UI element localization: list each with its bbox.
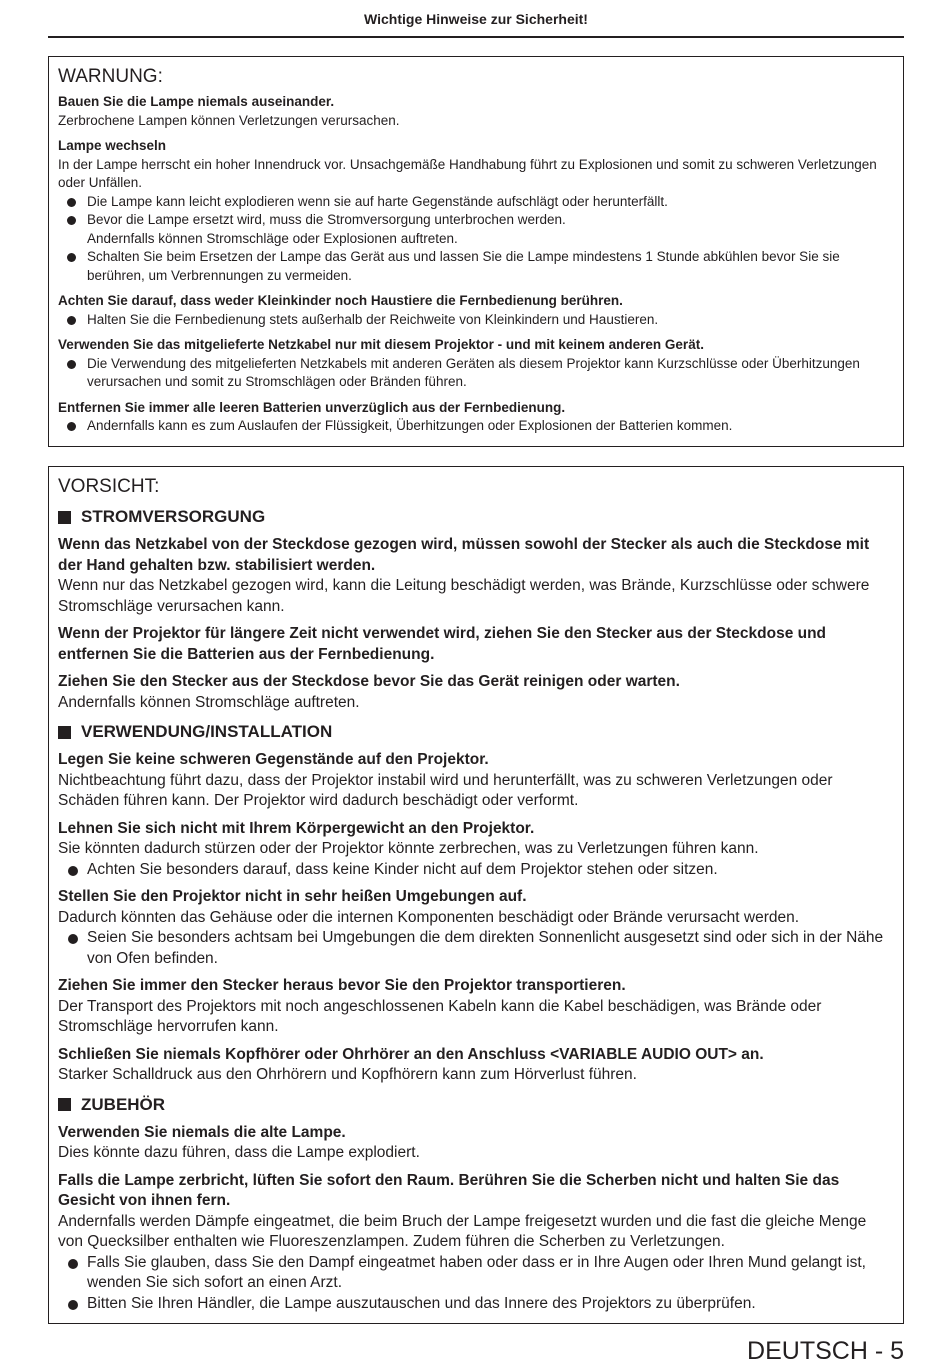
- caution-block: [58, 624, 891, 665]
- caution-text: Dadurch könnten das Gehäuse oder die internen Komponenten beschädigt oder Brände verursacht werden.: [58, 908, 800, 926]
- caution-block: [58, 976, 891, 1038]
- bullet-item: [58, 1253, 891, 1294]
- bullet-dot-icon: [68, 934, 78, 944]
- warning-block: [58, 93, 891, 130]
- caution-text: Der Transport des Projektors mit noch angeschlossenen Kabeln kann die Kabel beschädigen, was Brände oder Stromschläge hervorrufen kann.: [58, 997, 822, 1035]
- bullet-text: Bevor die Lampe ersetzt wird, muss die Stromversorgung unterbrochen werden.: [87, 212, 566, 227]
- caution-block: [58, 1171, 891, 1315]
- caution-heading: Verwenden Sie niemals die alte Lampe.: [58, 1123, 346, 1141]
- caution-text: Andernfalls werden Dämpfe eingeatmet, die beim Bruch der Lampe freigesetzt wurden und die fast die gleiche Menge von Quecksilber enthalten wie Fluoreszenzlampen. Zudem führen die Scherben zu Verletzungen.: [58, 1212, 867, 1250]
- caution-heading: Lehnen Sie sich nicht mit Ihrem Körpergewicht an den Projektor.: [58, 819, 535, 837]
- bullet-dot-icon: [67, 198, 76, 207]
- bullet-text: Halten Sie die Fernbedienung stets außerhalb der Reichweite von Kleinkindern und Haustieren.: [87, 311, 659, 327]
- warning-block: [58, 137, 891, 285]
- caution-heading: Ziehen Sie den Stecker aus der Steckdose bevor Sie das Gerät reinigen oder warten.: [58, 673, 680, 690]
- bullet-text: Bitten Sie Ihren Händler, die Lampe auszutauschen und das Innere des Projektors zu überprüfen.: [87, 1294, 756, 1312]
- square-bullet-icon: [58, 511, 71, 524]
- caution-block: [58, 750, 891, 812]
- caution-text: Dies könnte dazu führen, dass die Lampe explodiert.: [58, 1144, 420, 1161]
- caution-text: Wenn nur das Netzkabel gezogen wird, kann die Leitung beschädigt werden, was Brände, Kurzschlüsse oder schwere Stromschläge verursachen kann.: [58, 577, 870, 615]
- caution-block: [58, 887, 891, 969]
- caution-text: Sie könnten dadurch stürzen oder der Projektor könnte zerbrechen, was zu Verletzungen führen kann.: [58, 840, 759, 857]
- bullet-dot-icon: [68, 866, 78, 876]
- bullet-item: [58, 860, 891, 881]
- bullet-continuation: [58, 230, 891, 249]
- bullet-dot-icon: [67, 216, 76, 225]
- page-number-label: DEUTSCH - 5: [747, 1337, 904, 1365]
- caution-text: Nichtbeachtung führt dazu, dass der Projektor instabil wird und herunterfällt, was zu schweren Verletzungen oder Schäden führen kann. Der Projektor wird dadurch beschädigt oder verformt.: [58, 771, 833, 809]
- warning-heading: Entfernen Sie immer alle leeren Batterien unverzüglich aus der Fernbedienung.: [58, 399, 566, 415]
- bullet-dot-icon: [68, 1259, 78, 1269]
- square-bullet-icon: [58, 726, 71, 739]
- caution-heading: Ziehen Sie immer den Stecker heraus bevor Sie den Projektor transportieren.: [58, 977, 626, 994]
- section-title: ZUBEHÖR: [81, 1094, 166, 1114]
- warning-block: [58, 399, 891, 436]
- bullet-text: Achten Sie besonders darauf, dass keine Kinder nicht auf dem Projektor stehen oder sitzen.: [87, 860, 718, 878]
- caution-block: [58, 819, 891, 881]
- bullet-item: [58, 248, 891, 285]
- section-heading: [58, 720, 891, 744]
- warning-block: [58, 292, 891, 329]
- bullet-item: [58, 417, 891, 436]
- bullet-text: Seien Sie besonders achtsam bei Umgebungen die dem direkten Sonnenlicht ausgesetzt sind oder sich in der Nähe von Ofen befinden.: [87, 929, 884, 967]
- warning-text: In der Lampe herrscht ein hoher Innendruck vor. Unsachgemäße Handhabung führt zu Explosionen und somit zu schweren Verletzungen oder Unfällen.: [58, 156, 877, 190]
- bullet-text: Die Lampe kann leicht explodieren wenn sie auf harte Gegenstände aufschlägt oder herunterfällt.: [87, 193, 668, 209]
- warning-heading: Lampe wechseln: [58, 138, 167, 153]
- caution-block: [58, 672, 891, 713]
- caution-block: [58, 1123, 891, 1164]
- bullet-item: [58, 1294, 891, 1315]
- bullet-dot-icon: [68, 1300, 78, 1310]
- bullet-dot-icon: [67, 253, 76, 262]
- caution-heading: Wenn das Netzkabel von der Steckdose gezogen wird, müssen sowohl der Stecker als auch die Steckdose mit der Hand gehalten bzw. stabilisiert werden.: [58, 536, 870, 574]
- caution-title: VORSICHT:: [58, 476, 160, 497]
- warning-block: [58, 336, 891, 392]
- caution-block: [58, 535, 891, 617]
- bullet-dot-icon: [67, 360, 76, 369]
- square-bullet-icon: [58, 1098, 71, 1111]
- bullet-item: [58, 193, 891, 212]
- caution-block: [58, 1045, 891, 1086]
- bullet-item: [58, 355, 891, 392]
- bullet-item: [58, 211, 891, 230]
- bullet-dot-icon: [67, 422, 76, 431]
- bullet-text: Schalten Sie beim Ersetzen der Lampe das Gerät aus und lassen Sie die Lampe mindestens 1 Stunde abkühlen bevor Sie sie berühren, um Verbrennungen zu vermeiden.: [87, 249, 840, 283]
- caution-heading: Wenn der Projektor für längere Zeit nicht verwendet wird, ziehen Sie den Stecker aus der Steckdose und entfernen Sie die Batterien aus der Fernbedienung.: [58, 625, 827, 663]
- warning-heading: Verwenden Sie das mitgelieferte Netzkabel nur mit diesem Projektor - und mit keinem anderen Gerät.: [58, 337, 704, 352]
- bullet-text: Andernfalls können Stromschläge oder Explosionen auftreten.: [87, 230, 458, 246]
- warning-box: [48, 56, 904, 447]
- bullet-item: [58, 311, 891, 330]
- caution-box: [48, 466, 904, 1324]
- bullet-item: [58, 928, 891, 969]
- warning-text: Zerbrochene Lampen können Verletzungen verursachen.: [58, 112, 400, 128]
- bullet-text: Andernfalls kann es zum Auslaufen der Flüssigkeit, Überhitzungen oder Explosionen der Batterien kommen.: [87, 418, 733, 433]
- warning-title: WARNUNG:: [58, 66, 163, 87]
- warning-heading: Achten Sie darauf, dass weder Kleinkinder noch Haustiere die Fernbedienung berühren.: [58, 293, 623, 308]
- section-heading: [58, 505, 891, 529]
- bullet-dot-icon: [67, 316, 76, 325]
- caution-heading: Stellen Sie den Projektor nicht in sehr heißen Umgebungen auf.: [58, 888, 527, 905]
- warning-heading: Bauen Sie die Lampe niemals auseinander.: [58, 94, 335, 109]
- caution-heading: Schließen Sie niemals Kopfhörer oder Ohrhörer an den Anschluss <VARIABLE AUDIO OUT> an.: [58, 1045, 764, 1063]
- caution-heading: Falls die Lampe zerbricht, lüften Sie sofort den Raum. Berühren Sie die Scherben nicht und halten Sie das Gesicht von ihnen fern.: [58, 1171, 840, 1209]
- caution-heading: Legen Sie keine schweren Gegenstände auf den Projektor.: [58, 751, 489, 768]
- bullet-text: Die Verwendung des mitgelieferten Netzkabels mit anderen Geräten als diesem Projektor kann Kurzschlüsse oder Überhitzungen verursachen und somit zu Stromschlägen oder Bränden führen.: [87, 355, 860, 389]
- section-title: STROMVERSORGUNG: [81, 507, 266, 526]
- caution-text: Andernfalls können Stromschläge auftreten.: [58, 693, 360, 711]
- bullet-text: Falls Sie glauben, dass Sie den Dampf eingeatmet haben oder dass er in Ihre Augen oder Ihren Mund gelangt ist, wenden Sie sich sofort an einen Arzt.: [87, 1253, 866, 1291]
- page-header: Wichtige Hinweise zur Sicherheit!: [48, 10, 904, 38]
- caution-text: Starker Schalldruck aus den Ohrhörern und Kopfhörern kann zum Hörverlust führen.: [58, 1066, 637, 1083]
- section-heading: [58, 1093, 891, 1117]
- section-title: VERWENDUNG/INSTALLATION: [81, 722, 333, 741]
